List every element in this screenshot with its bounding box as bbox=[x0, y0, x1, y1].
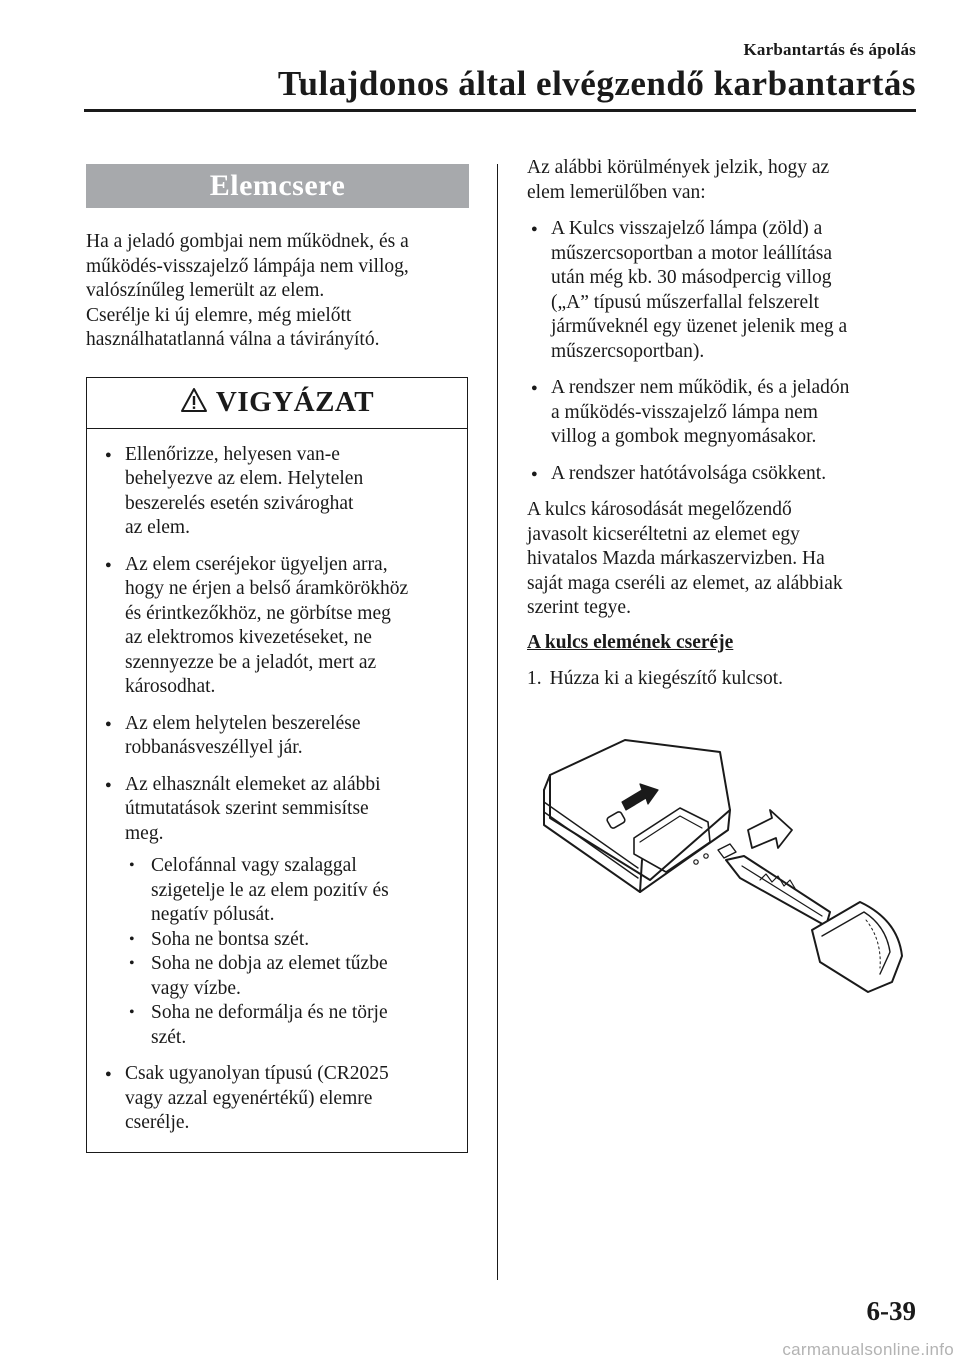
step-number: 1. bbox=[527, 668, 542, 689]
list-item bbox=[527, 376, 927, 450]
warning-box bbox=[86, 377, 468, 1153]
intro-line: Cserélje ki új elemre, még mielőtt bbox=[86, 304, 352, 326]
watermark: carmanualsonline.info bbox=[782, 1340, 954, 1359]
procedure-heading: A kulcs elemének cseréje bbox=[527, 631, 734, 653]
text-line: cserélje. bbox=[125, 1112, 190, 1133]
text-line: A rendszer nem működik, és a jeladón bbox=[551, 377, 850, 398]
left-column bbox=[86, 164, 469, 1153]
list-item bbox=[527, 217, 927, 364]
disposal-sublist bbox=[125, 854, 453, 1050]
text-line: Csak ugyanolyan típusú (CR2025 bbox=[125, 1063, 389, 1084]
section-intro bbox=[86, 230, 469, 353]
text-line: szét. bbox=[151, 1026, 187, 1048]
text-line: az elektromos kivezetéseket, ne bbox=[125, 627, 372, 648]
text-line: vagy vízbe. bbox=[151, 977, 241, 999]
sub-list-item bbox=[125, 1001, 453, 1050]
text-line: A kulcs károsodását megelőzendő bbox=[527, 499, 792, 520]
key-fob-illustration bbox=[530, 730, 920, 1005]
column-divider bbox=[497, 164, 498, 1280]
list-item bbox=[527, 462, 927, 487]
text-line: Az elem helytelen beszerelése bbox=[125, 712, 361, 734]
warning-body bbox=[87, 429, 467, 1152]
right-column bbox=[527, 156, 927, 692]
list-item bbox=[101, 553, 453, 700]
intro-line: használhatatlanná válna a távirányító. bbox=[86, 329, 380, 350]
section-title: Elemcsere bbox=[86, 164, 469, 208]
symptoms-list bbox=[527, 217, 927, 486]
warning-title: VIGYÁZAT bbox=[215, 386, 375, 418]
text-line: szigetelje le az elem pozitív és bbox=[151, 879, 389, 901]
text-line: beszerelés esetén szivároghat bbox=[125, 492, 354, 514]
text-line: hogy ne érjen a belső áramkörökhöz bbox=[125, 578, 409, 599]
text-line: negatív pólusát. bbox=[151, 904, 275, 925]
text-line: meg. bbox=[125, 822, 164, 844]
list-item bbox=[101, 773, 453, 1051]
procedure-step bbox=[527, 667, 927, 692]
text-line: A Kulcs visszajelző lámpa (zöld) a bbox=[551, 218, 823, 239]
intro-line: működés-visszajelző lámpája nem villog, bbox=[86, 255, 409, 277]
sub-list-item bbox=[125, 854, 453, 928]
text-line: saját maga cseréli az elemet, az alábbiak bbox=[527, 572, 843, 594]
text-line: behelyezve az elem. Helytelen bbox=[125, 468, 364, 489]
text-line: vagy azzal egyenértékű) elemre bbox=[125, 1087, 373, 1109]
text-line: Ellenőrizze, helyesen van-e bbox=[125, 443, 340, 465]
text-line: szennyezze be a jeladót, mert az bbox=[125, 651, 377, 673]
text-line: útmutatások szerint semmisítse bbox=[125, 798, 369, 819]
text-line: villog a gombok megnyomásakor. bbox=[551, 426, 817, 447]
text-line: után még kb. 30 másodpercig villog bbox=[551, 267, 832, 288]
text-line: károsodhat. bbox=[125, 676, 216, 697]
text-line: Az elhasznált elemeket az alábbi bbox=[125, 773, 381, 795]
list-item bbox=[101, 443, 453, 541]
text-line: járműveknél egy üzenet jelenik meg a bbox=[551, 316, 848, 337]
text-line: Soha ne bontsa szét. bbox=[151, 928, 310, 950]
text-line: és érintkezőkhöz, ne görbítse meg bbox=[125, 602, 391, 624]
text-line: robbanásveszéllyel jár. bbox=[125, 737, 303, 758]
text-line: Soha ne dobja az elemet tűzbe bbox=[151, 953, 388, 974]
service-paragraph bbox=[527, 498, 927, 621]
step-text: Húzza ki a kiegészítő kulcsot. bbox=[549, 668, 784, 689]
text-line: szerint tegye. bbox=[527, 597, 631, 618]
page-title: Tulajdonos által elvégzendő karbantartás bbox=[277, 64, 916, 103]
text-line: műszercsoportban a motor leállítása bbox=[551, 242, 833, 264]
text-line: Soha ne deformálja és ne törje bbox=[151, 1002, 388, 1023]
page-number: 6-39 bbox=[866, 1296, 916, 1326]
text-line: („A” típusú műszerfallal felszerelt bbox=[551, 291, 820, 313]
intro-line: valószínűleg lemerült az elem. bbox=[86, 280, 325, 301]
text-line: Az alábbi körülmények jelzik, hogy az bbox=[527, 157, 830, 178]
text-line: Celofánnal vagy szalaggal bbox=[151, 855, 357, 876]
intro-line: Ha a jeladó gombjai nem működnek, és a bbox=[86, 231, 409, 252]
warning-triangle-icon bbox=[180, 387, 208, 418]
text-line: műszercsoportban). bbox=[551, 340, 705, 362]
text-line: Az elem cseréjekor ügyeljen arra, bbox=[125, 553, 388, 575]
chapter-label: Karbantartás és ápolás bbox=[743, 40, 916, 59]
text-line: hivatalos Mazda márkaszervizben. Ha bbox=[527, 548, 825, 569]
warning-list bbox=[101, 443, 453, 1136]
list-item bbox=[101, 712, 453, 761]
text-line: A rendszer hatótávolsága csökkent. bbox=[551, 462, 827, 484]
text-line: a működés-visszajelző lámpa nem bbox=[551, 401, 818, 423]
sub-list-item bbox=[125, 952, 453, 1001]
text-line: elem lemerülőben van: bbox=[527, 181, 706, 203]
sub-list-item bbox=[125, 928, 453, 953]
text-line: az elem. bbox=[125, 517, 190, 538]
text-line: javasolt kicseréltetni az elemet egy bbox=[527, 523, 800, 545]
symptoms-intro bbox=[527, 156, 927, 205]
header-rule bbox=[84, 109, 916, 112]
warning-header bbox=[87, 378, 467, 429]
list-item bbox=[101, 1062, 453, 1136]
